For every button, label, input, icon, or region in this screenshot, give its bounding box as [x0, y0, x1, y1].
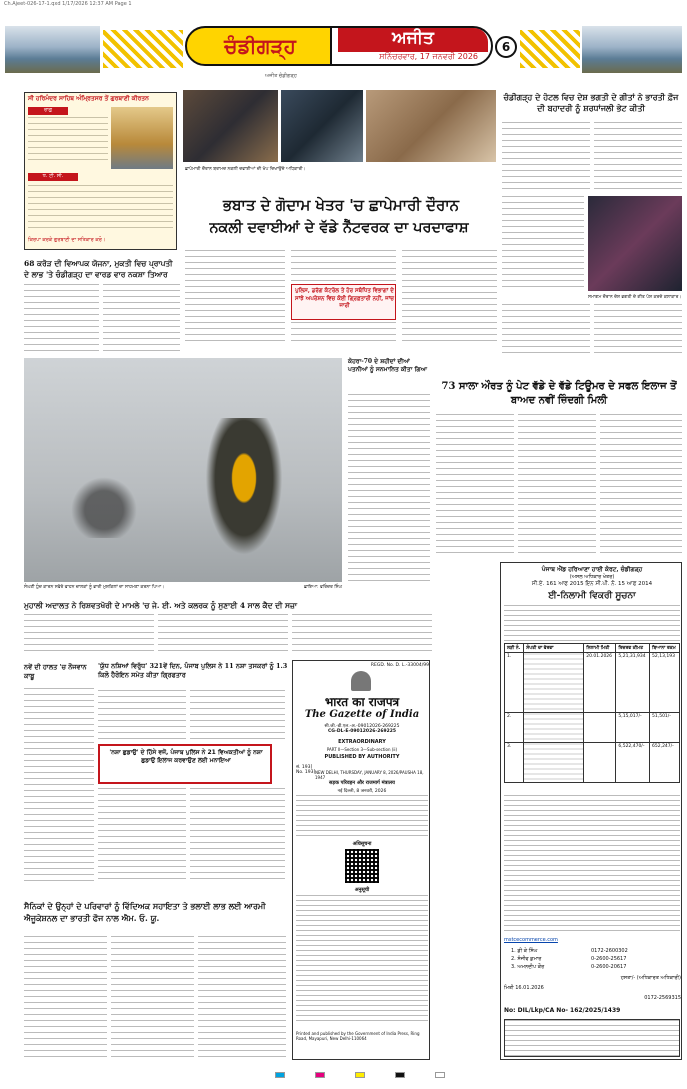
tumor-col-1: [436, 414, 514, 554]
table-row: [505, 653, 680, 713]
gurbani-box-title: ਸੀ ਹਰਿਮੰਦਰ ਸਾਹਿਬ ਅੰਮ੍ਰਿਤਸਰ ਤੋਂ ਗੁਰਬਾਣੀ ਕੀਰਤਨ: [28, 95, 149, 102]
tender-terms: [504, 795, 680, 935]
gazette-title-hindi: भारत का राजपत्र: [324, 695, 400, 709]
contact-row: [511, 963, 681, 971]
right-top-col-4: [594, 304, 682, 358]
gazette-notif-date: नई दिल्ली, 8 जनवरी, 2026: [337, 789, 387, 794]
gurbani-body-2: [28, 185, 173, 233]
left-story-col-1: [24, 284, 99, 354]
gurbani-tag-raag: ਰਾਗੁ: [28, 107, 68, 115]
drug-col-4: [190, 788, 285, 884]
drug-col-1: [98, 690, 186, 740]
lead-col-1: [185, 250, 285, 346]
military-col-1: [24, 936, 107, 1060]
right-top-caption: ਸਮਾਗਮ ਦੌਰਾਨ ਦੇਸ਼ ਭਗਤੀ ਦੇ ਗੀਤ ਪੇਸ਼ ਕਰਦੇ ਕਲਾਕਾਰ।: [588, 295, 682, 300]
gurbani-body-1: [28, 117, 108, 165]
tender-intro: [504, 605, 680, 641]
lead-headline-2: ਨਕਲੀ ਦਵਾਈਆਂ ਦੇ ਵੱਡੇ ਨੈੱਟਵਰਕ ਦਾ ਪਰਦਾਫਾਸ਼: [209, 219, 469, 236]
court-col-1: [24, 614, 154, 654]
drug-box: [98, 744, 272, 784]
lead-headline-1: ਭਬਾਤ ਦੇ ਗੋਦਾਮ ਖੇਤਰ 'ਚ ਛਾਪੇਮਾਰੀ ਦੌਰਾਨ: [222, 196, 460, 214]
table-row: [505, 713, 680, 743]
court-col-3: [292, 614, 432, 654]
tender-row-sn: 3.: [505, 743, 524, 783]
gazette-qr-code: [345, 849, 379, 883]
lead-col-2-top: [291, 250, 396, 284]
drug-headline: 'ਯੁੱਧ ਨਸ਼ਿਆਂ ਵਿਰੁੱਧ' 321ਵੇਂ ਦਿਨ, ਪੰਜਾਬ ਪੁਲਿਸ ਨੇ 11 ਨਸ਼ਾ ਤਸਕਰਾਂ ਨੂੰ 1.3 ਕਿਲੋ ਹੈਰੋਇਨ ਸਮੇਤ ਕੀਤਾ ਗ੍ਰਿਫਤਾਰ: [98, 662, 288, 679]
left-story-headline: 68 ਕਰੋੜ ਦੀ ਵਿਆਪਕ ਯੋਜਨਾ, ਮੁਕਤੀ ਵਿਚ ਪ੍ਰਾਪਤੀ ਦੇ ਲਾਭ 'ਤੇ ਚੰਡੀਗੜ੍ਹ ਦਾ ਵਾਰਡ ਵਾਰ ਨਕਸ਼ਾ ਤਿਆਰ: [24, 259, 173, 279]
fog-photo-credit: ਛਾਇਆ: ਵਰਿੰਦਰ ਸਿੰਘ: [303, 585, 342, 590]
color-swatch: [275, 1072, 285, 1078]
drug-col-3: [98, 788, 186, 884]
raid-photo-caption: ਛਾਪੇਮਾਰੀ ਦੌਰਾਨ ਬਰਾਮਦ ਨਕਲੀ ਦਵਾਈਆਂ ਦੀ ਖੇਪ ਦਿਖਾਉਂਦੇ ਅਧਿਕਾਰੀ।: [185, 167, 306, 172]
left-story-col-2: [103, 284, 180, 354]
gurbani-tag-ptc: ਧੋ. ਟੀ. ਸੀ.: [28, 173, 78, 181]
tender-row-sn: 2.: [505, 713, 524, 743]
tender-row-desc: [524, 653, 584, 713]
gazette-notice: [292, 660, 430, 1060]
sidebar-story-body: [348, 394, 430, 582]
gazette-schedule: अनुसूची: [354, 887, 370, 893]
gazette-ministry: सड़क परिवहन और राजमार्ग मंत्रालय: [329, 780, 395, 786]
tender-row-emd: 51,501/-: [650, 713, 680, 743]
masthead-brand: ਅਜੀਤ: [338, 28, 488, 52]
tender-row-reserve: 5,21,31,934: [616, 653, 650, 713]
tender-email[interactable]: mstcecommerce.com: [504, 937, 558, 943]
gazette-title-english: The Gazette of India: [304, 709, 420, 720]
tender-row-emd: 652,247/-: [650, 743, 680, 783]
gazette-cg-header: सी.जी.-डी.एल.-अ.-09012026-269225: [324, 724, 400, 729]
tumor-col-3: [600, 414, 682, 554]
contact-name: 3. ਅਮਨਦੀਪ ਕੌਰ: [511, 964, 545, 970]
gazette-authority: PUBLISHED BY AUTHORITY: [324, 754, 400, 760]
small-story-headline: ਨਵੇਂ ਦੀ ਹਾਲਤ 'ਚ ਨੌਜਵਾਨ ਕਾਬੂ: [24, 663, 87, 680]
tender-row-desc: [524, 713, 584, 743]
masthead-photo-left: [5, 26, 100, 73]
tender-notice: [500, 562, 682, 1060]
small-story-body: [24, 688, 94, 884]
contact-row: [511, 955, 681, 963]
page-number: 6: [495, 36, 517, 58]
right-top-col-2: [594, 122, 682, 192]
fog-photo-caption: ਸੰਘਣੀ ਧੁੰਦ ਕਾਰਨ ਸਵੇਰੇ ਵਾਹਨ ਚਾਲਕਾਂ ਨੂੰ ਭਾਰੀ ਮੁਸ਼ਕਿਲਾਂ ਦਾ ਸਾਹਮਣਾ ਕਰਨਾ ਪਿਆ।: [24, 585, 165, 590]
court-col-2: [158, 614, 288, 654]
military-col-2: [111, 936, 194, 1060]
lead-col-2-bottom: [291, 322, 396, 346]
tender-table: [504, 643, 680, 783]
gazette-cg-no: CG-DL-E-09012026-269225: [328, 729, 396, 734]
masthead-decoration-right: [520, 30, 580, 68]
contact-name: 1. ਡੀ ਕੇ ਸਿੰਘ: [511, 948, 538, 954]
gazette-no-left: सं. 193]: [296, 765, 313, 770]
masthead-decoration-left: [103, 30, 183, 68]
tender-row-date: [584, 713, 616, 743]
tender-row-date: 20.01.2026: [584, 653, 616, 713]
drug-box-text: 'ਨਸ਼ਾ ਛੁਡਾਉ' ਦੇ ਹਿੱਸੇ ਵਜੋਂ, ਪੰਜਾਬ ਪੁਲਿਸ ਨੇ 21 ਵਿਅਕਤੀਆਂ ਨੂੰ ਨਸ਼ਾ ਛੁਡਾਉ ਇਲਾਜ ਕਰਵਾਉਣ ਲਈ ਮਨਾਇਆ: [109, 749, 263, 764]
gazette-no-right: No. 193]: [296, 770, 316, 775]
contact-phone: 0-2600-20617: [591, 964, 627, 970]
gazette-date-line: NEW DELHI, THURSDAY, JANUARY 8, 2026/PAUSHA 18, 1947: [315, 770, 424, 780]
tender-row-reserve: 5,15,017/-: [616, 713, 650, 743]
gurbani-box: [24, 92, 177, 250]
sidebar-story-headline: ਕੋਹਰਾ-70 ਦੇ ਸ਼ਹੀਦਾਂ ਦੀਆਂ ਪਤਨੀਆਂ ਨੂੰ ਸਨਮਾਨਿਤ ਕੀਤਾ ਗਿਆ: [348, 358, 428, 373]
tender-table-header: [505, 644, 680, 653]
gazette-body: [296, 795, 428, 839]
masthead: [185, 26, 493, 79]
table-row: [505, 743, 680, 783]
tender-title: ਈ-ਨਿਲਾਮੀ ਵਿਕਰੀ ਸੂਚਨਾ: [548, 591, 636, 601]
tender-contacts: [511, 947, 681, 971]
tender-row-desc: [524, 743, 584, 783]
right-top-col-1b: [502, 196, 584, 291]
gazette-notif-label: अधिसूचना: [352, 841, 372, 847]
tender-row-reserve: 6,522,470/-: [616, 743, 650, 783]
color-swatch: [395, 1072, 405, 1078]
contact-phone: 0172-2600302: [591, 948, 628, 954]
color-swatch: [355, 1072, 365, 1078]
tender-signature: ਹਸਤਾ/- (ਅਧਿਕਾਰਤ ਅਧਿਕਾਰੀ): [620, 975, 681, 981]
tender-row-date: [584, 743, 616, 783]
tender-row-emd: 52,13,193: [650, 653, 680, 713]
lead-col-3: [402, 250, 497, 346]
gazette-part: PART II—Section 3—Sub-section (ii): [326, 747, 398, 752]
tender-col-date: ਨਿਲਾਮੀ ਮਿਤੀ: [584, 644, 616, 653]
gazette-footer: Printed and published by the Government of India Press, Ring Road, Mayapuri, New Delhi-110064: [296, 1031, 420, 1041]
tender-row-sn: 1.: [505, 653, 524, 713]
gazette-extraordinary: EXTRAORDINARY: [338, 739, 386, 745]
masthead-photo-right: [582, 26, 682, 73]
contact-row: [511, 947, 681, 955]
gurbani-footer: ਕਿਰਪਾ ਕਰਕੇ ਗੁਰਬਾਣੀ ਦਾ ਸਤਿਕਾਰ ਕਰੋ।: [28, 237, 106, 243]
contact-name: 2. ਸੰਜੀਵ ਕੁਮਾਰ: [511, 956, 542, 962]
gurbani-photo: [111, 107, 173, 169]
masthead-city: ਚੰਡੀਗੜ੍ਹ: [185, 26, 335, 66]
fog-photo: [24, 358, 342, 582]
masthead-date: ਸਨਿੱਚਰਵਾਰ, 17 ਜਨਵਰੀ 2026: [379, 52, 478, 61]
raid-photo-3: [366, 90, 496, 162]
drug-col-2: [190, 690, 285, 740]
right-top-photo: [588, 196, 682, 291]
tender-address-phone: 0172-2569315: [644, 995, 681, 1001]
military-col-3: [198, 936, 286, 1060]
gazette-emblem-icon: [351, 671, 371, 691]
tender-col-desc: ਸੰਪਤੀ ਦਾ ਵੇਰਵਾ: [524, 644, 584, 653]
tender-col-emd: ਬਿਆਨਾ ਰਕਮ: [650, 644, 680, 653]
raid-photo-1: [183, 90, 278, 162]
right-top-col-1: [502, 122, 590, 192]
tender-sub: (ਅਸਲ ਅਧਿਕਾਰ ਖੇਤਰ): [569, 574, 615, 580]
tender-case: ਸੀ.ਏ. 161 ਆਫ 2015 ਇਨ ਸੀ.ਪੀ. ਨੰ. 15 ਆਫ 2014: [531, 581, 653, 587]
color-swatch: [435, 1072, 445, 1078]
tender-table-wrap: [504, 643, 680, 783]
tender-org: ਪੰਜਾਬ ਐਂਡ ਹਰਿਆਣਾ ਹਾਈ ਕੋਰਟ, ਚੰਡੀਗੜ੍ਹ: [541, 566, 643, 573]
contact-phone: 0-2600-25617: [591, 956, 627, 962]
tender-notice-date: ਮਿਤੀ 16.01.2026: [504, 985, 544, 991]
masthead-subtitle: ਅਜੀਤ ਚੰਡੀਗੜ੍ਹ: [265, 73, 297, 79]
right-top-headline: ਚੰਡੀਗੜ੍ਹ ਦੇ ਹੋਟਲ ਵਿਚ ਦੇਸ਼ ਭਗਤੀ ਦੇ ਗੀਤਾਂ ਨੇ ਭਾਰਤੀ ਫ਼ੌਜ ਦੀ ਬਹਾਦਰੀ ਨੂੰ ਸ਼ਰਧਾਂਜਲੀ ਭੇਟ ਕੀਤੀ: [503, 92, 679, 113]
tender-col-sn: ਲੜੀ ਨੰ.: [505, 644, 524, 653]
motorcycle-rider-1: [69, 468, 139, 538]
tender-footer-box: [504, 1019, 680, 1057]
lead-pullquote-text: ਪੁਲਿਸ, ਡਰੱਗ ਕੰਟਰੋਲ ਤੇ ਹੋਰ ਸਬੰਧਿਤ ਵਿਭਾਗਾਂ ਦੇ ਸਾਂਝੇ ਅਪਰੇਸ਼ਨ ਵਿਚ ਕੋਈ ਗ੍ਰਿਫ਼ਤਾਰੀ ਨਹੀਂ, ਜਾਂਚ ਜਾਰੀ: [295, 288, 394, 309]
lead-pullquote: [291, 284, 396, 320]
raid-photo-2: [281, 90, 363, 162]
tumor-headline: 73 ਸਾਲਾ ਔਰਤ ਨੂੰ ਪੇਟ ਵੱਡੇ ਦੇ ਵੱਡੇ ਟਿਊਮਰ ਦੇ ਸਫਲ ਇਲਾਜ ਤੋਂ ਬਾਅਦ ਨਵੀਂ ਜ਼ਿੰਦਗੀ ਮਿਲੀ: [441, 381, 677, 406]
color-swatch: [315, 1072, 325, 1078]
gazette-body-2: [296, 895, 428, 1025]
masthead-right: [330, 26, 493, 66]
military-headline: ਸੈਨਿਕਾਂ ਦੇ ਉਨ੍ਹਾਂ ਦੇ ਪਰਿਵਾਰਾਂ ਨੂੰ ਵਿੱਦਿਅਕ ਸਹਾਇਤਾ ਤੇ ਭਲਾਈ ਲਾਭ ਲਈ ਆਰਮੀ ਐਜੂਕੇਸ਼ਨਲ ਦਾ ਭਾਰਤੀ ਫੌਜ ਨਾਲ ਐਮ. ਓ. ਯੂ.: [24, 901, 266, 923]
tender-col-reserve: ਰਿਜ਼ਰਵ ਕੀਮਤ: [616, 644, 650, 653]
print-slug: Ch.Ajeet-026-17-1.qxd 1/17/2026 12:37 AM Page 1: [4, 1, 132, 7]
court-headline: ਮੁਹਾਲੀ ਅਦਾਲਤ ਨੇ ਰਿਸ਼ਵਤਖੋਰੀ ਦੇ ਮਾਮਲੇ 'ਚ ਜੇ. ਈ. ਅਤੇ ਕਲਰਕ ਨੂੰ ਸੁਣਾਈ 4 ਸਾਲ ਕੈਦ ਦੀ ਸਜ਼ਾ: [24, 601, 298, 610]
tumor-col-2: [518, 414, 596, 554]
print-colorbar: [60, 1072, 660, 1080]
right-top-col-3: [502, 304, 590, 358]
gazette-regd: REGD. No. D. L.-33004/99: [370, 663, 429, 668]
tender-ref-no: No: DIL/Lkp/CA No- 162/2025/1439: [504, 1007, 621, 1014]
motorcycle-rider-2: [199, 418, 289, 568]
